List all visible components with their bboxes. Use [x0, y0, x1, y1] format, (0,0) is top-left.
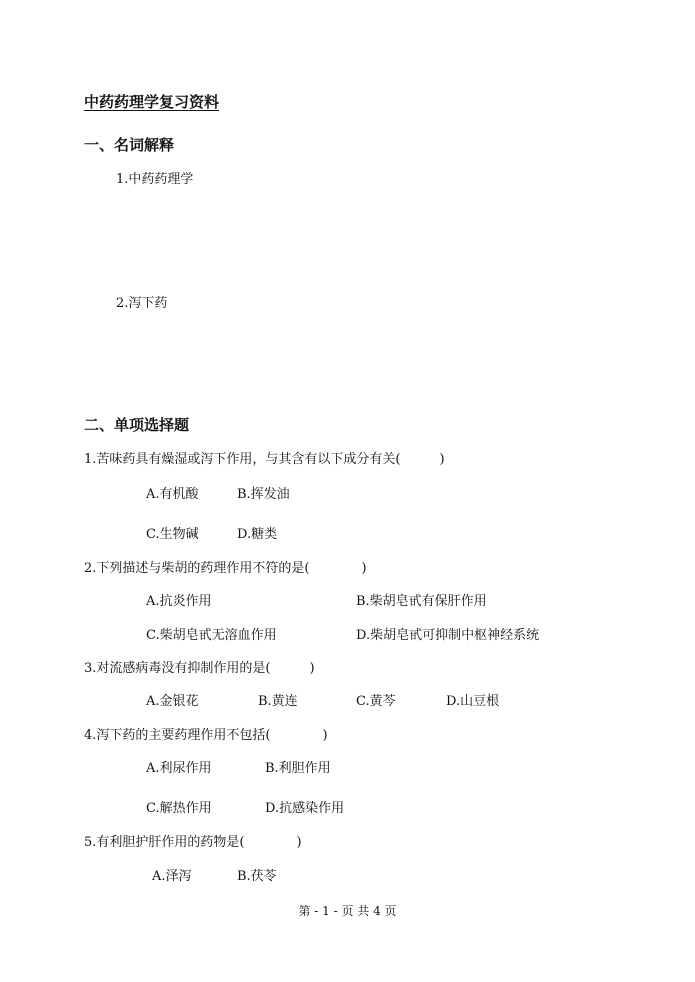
- question-1-option-a: A.有机酸: [146, 487, 199, 502]
- page-footer: 第 - 1 - 页 共 4 页: [298, 904, 397, 918]
- question-2-stem: 2.下列描述与柴胡的药理作用不符的是( ): [84, 561, 367, 576]
- question-3-option-a: A.金银花: [146, 694, 199, 709]
- question-3-option-b: B.黄连: [258, 694, 298, 709]
- question-1-option-d: D.糖类: [237, 527, 278, 542]
- question-2-option-a: A.抗炎作用: [146, 594, 212, 609]
- question-5-stem: 5.有利胆护肝作用的药物是( ): [84, 835, 302, 850]
- term-1: 1.中药药理学: [116, 172, 194, 187]
- question-5-option-a: A.泽泻: [152, 869, 192, 884]
- question-2-option-d: D.柴胡皂甙可抑制中枢神经系统: [356, 628, 540, 643]
- question-3-option-d: D.山豆根: [446, 694, 500, 709]
- question-1-stem: 1.苦味药具有燥湿或泻下作用，与其含有以下成分有关( ): [84, 452, 445, 467]
- question-2-option-b: B.柴胡皂甙有保肝作用: [356, 594, 487, 609]
- section-heading-definitions: 一、名词解释: [84, 136, 175, 154]
- question-4-option-d: D.抗感染作用: [265, 801, 345, 816]
- question-3-stem: 3.对流感病毒没有抑制作用的是( ): [84, 661, 315, 676]
- question-5-option-b: B.茯苓: [237, 869, 277, 884]
- question-1-option-b: B.挥发油: [237, 487, 290, 502]
- document-title: 中药药理学复习资料: [84, 93, 220, 111]
- term-2: 2.泻下药: [116, 296, 168, 311]
- question-4-option-c: C.解热作用: [146, 801, 212, 816]
- question-3-option-c: C.黄芩: [356, 694, 396, 709]
- question-4-option-a: A.利尿作用: [146, 761, 212, 776]
- question-4-stem: 4.泻下药的主要药理作用不包括( ): [84, 728, 328, 743]
- question-2-option-c: C.柴胡皂甙无溶血作用: [146, 628, 277, 643]
- question-1-option-c: C.生物碱: [146, 527, 199, 542]
- question-4-option-b: B.利胆作用: [265, 761, 331, 776]
- section-heading-single-choice: 二、单项选择题: [84, 416, 190, 434]
